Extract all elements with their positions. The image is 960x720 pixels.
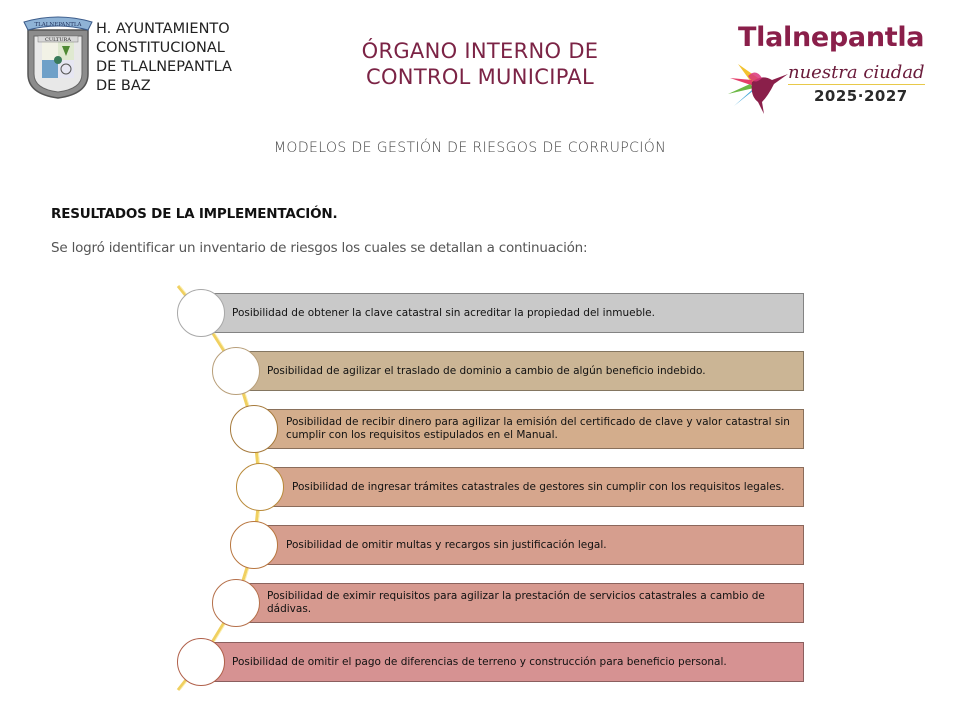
risk-item-marker [230,405,278,453]
risk-item-marker [212,579,260,627]
risk-item-text: Posibilidad de obtener la clave catastral sin acreditar la propiedad del inmueble. [232,306,655,319]
risk-item-marker [212,347,260,395]
risk-item-text: Posibilidad de ingresar trámites catastrales de gestores sin cumplir con los requisitos legales. [292,480,785,493]
risk-item [236,351,804,391]
svg-text:TLALNEPANTLA: TLALNEPANTLA [34,22,82,28]
risk-item [260,467,804,507]
risk-item-marker [177,638,225,686]
page-title-line: ÓRGANO INTERNO DE [361,39,599,63]
risk-item-marker [177,289,225,337]
government-name-line: CONSTITUCIONAL [96,40,225,56]
brand-logo [728,20,948,120]
government-name [96,20,232,96]
risk-item [254,525,804,565]
svg-text:CULTURA: CULTURA [45,37,71,43]
risk-item-marker [236,463,284,511]
risk-item [236,583,804,623]
risk-item-text: Posibilidad de recibir dinero para agilizar la emisión del certificado de clave y valor catastral sin cumplir con los requisitos estipulados en el Manual. [286,416,790,441]
intro-paragraph: Se logró identificar un inventario de riesgos los cuales se detallan a continuación: [51,240,588,256]
government-name-line: DE BAZ [96,78,151,94]
hummingbird-logo-icon [728,56,794,116]
risk-item [200,642,804,682]
risk-item [254,409,804,449]
brand-years: 2025·2027 [814,87,908,105]
page-title-line: CONTROL MUNICIPAL [366,65,594,89]
risk-item-text: Posibilidad de omitir el pago de diferencias de terreno y construcción para beneficio personal. [232,655,727,668]
brand-name: Tlalnepantla [738,22,925,53]
risk-item-text: Posibilidad de omitir multas y recargos sin justificación legal. [286,538,607,551]
risk-item-text: Posibilidad de agilizar el traslado de dominio a cambio de algún beneficio indebido. [267,364,706,377]
government-name-line: H. AYUNTAMIENTO [96,21,230,37]
section-heading: RESULTADOS DE LA IMPLEMENTACIÓN. [51,206,338,222]
risk-item-text: Posibilidad de eximir requisitos para agilizar la prestación de servicios catastrales a cambio de dádivas. [267,590,765,615]
brand-slogan: nuestra ciudad [788,62,925,83]
page-title [300,38,660,90]
government-name-line: DE TLALNEPANTLA [96,59,232,75]
risk-item [200,293,804,333]
municipal-coat-of-arms-icon [22,14,94,100]
document-subtitle: MODELOS DE GESTIÓN DE RIESGOS DE CORRUPCIÓN [273,140,667,156]
risk-item-marker [230,521,278,569]
